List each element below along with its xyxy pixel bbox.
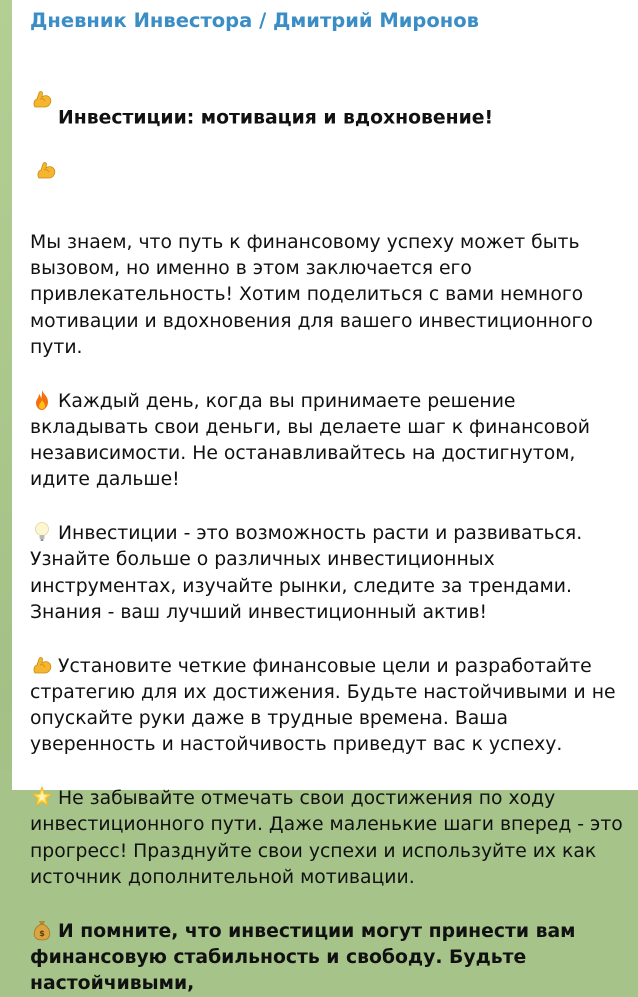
paragraph-daily bbox=[30, 388, 628, 494]
flexed-biceps-icon bbox=[34, 132, 58, 156]
fire-icon bbox=[30, 388, 54, 412]
title-text: Инвестиции: мотивация и вдохновение! bbox=[58, 108, 493, 129]
flexed-biceps-icon bbox=[30, 653, 54, 677]
sender-name[interactable]: Дневник Инвестора / Дмитрий Миронов bbox=[30, 6, 628, 36]
paragraph-closing bbox=[30, 918, 628, 997]
flexed-biceps-icon bbox=[30, 60, 54, 84]
paragraph-growth-text: Инвестиции - это возможность расти и развиваться. Узнайте больше о различных инвестиционных инструментах, изучайте рынки, следите за трендами. Знания - ваш лучший инвестиционный актив! bbox=[30, 523, 582, 623]
paragraph-goals bbox=[30, 653, 628, 759]
paragraph-growth bbox=[30, 520, 628, 626]
light-bulb-icon bbox=[30, 520, 54, 544]
paragraph-celebrate bbox=[30, 785, 628, 891]
money-bag-icon bbox=[30, 918, 54, 942]
paragraph-intro: Мы знаем, что путь к финансовому успеху может быть вызовом, но именно в этом заключается его привлекательность! Хотим поделиться с вами немного мотивации и вдохновения для вашего инвестиционного пути. bbox=[30, 230, 628, 361]
glowing-star-icon bbox=[30, 785, 54, 809]
paragraph-celebrate-text: Не забывайте отмечать свои достижения по ходу инвестиционного пути. Даже маленькие шаги вперед - это прогресс! Празднуйте свои успехи и используйте их как источник дополнительной мотивации. bbox=[30, 788, 623, 888]
message-title bbox=[30, 34, 628, 203]
svg-text:$: $ bbox=[39, 929, 45, 938]
paragraph-daily-text: Каждый день, когда вы принимаете решение вкладывать свои деньги, вы делаете шаг к финансовой независимости. Не останавливайтесь на достигнутом, идите дальше! bbox=[30, 391, 590, 491]
message-bubble bbox=[12, 0, 638, 790]
paragraph-closing-text: И помните, что инвестиции могут принести вам финансовую стабильность и свободу. Будьте настойчивыми, bbox=[30, 921, 576, 995]
paragraph-goals-text: Установите четкие финансовые цели и разработайте стратегию для их достижения. Будьте настойчивыми и не опускайте руки даже в трудные времена. Ваша уверенность и настойчивость приведут вас к успеху. bbox=[30, 656, 616, 756]
